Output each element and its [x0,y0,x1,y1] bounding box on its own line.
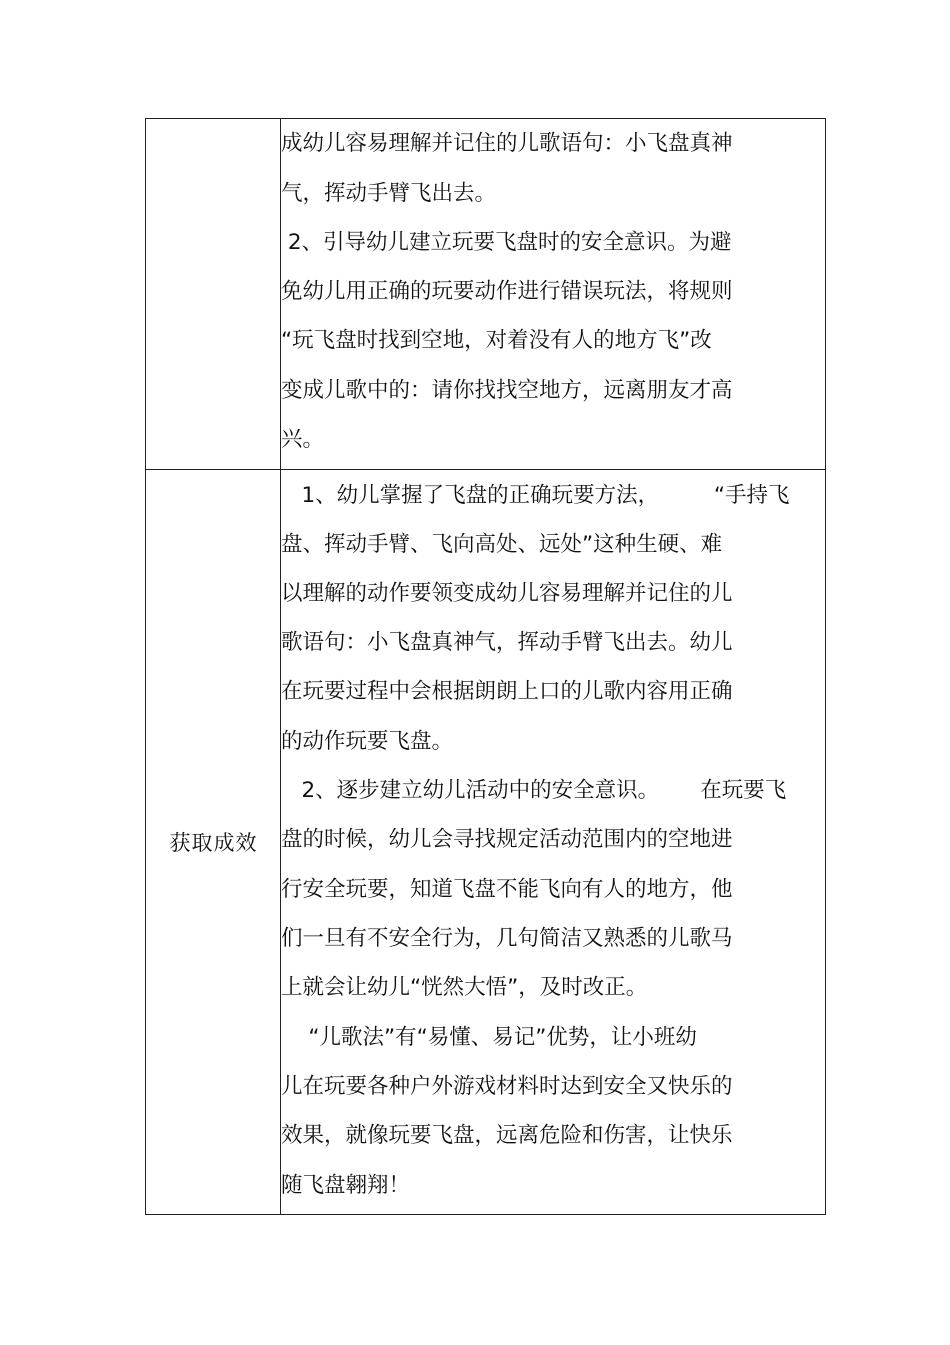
text-line: 歌语句：小飞盘真神气，挥动手臂飞出去。幼儿 [281,630,733,655]
text-line: 1、幼儿掌握了飞盘的正确玩要方法， “手持飞 [281,483,790,508]
row-content-cell [281,119,825,469]
text-line: 儿在玩要各种户外游戏材料时达到安全又快乐的 [281,1074,733,1099]
text-line: 效果，就像玩要飞盘，远离危险和伤害，让快乐 [281,1123,733,1148]
row-label: 获取成效 [169,831,258,855]
text-line: “儿歌法”有“易懂、易记”优势，让小班幼 [281,1025,697,1050]
text-line: 成幼儿容易理解并记住的儿歌语句：小飞盘真神 [281,131,733,156]
text-line: 2、引导幼儿建立玩要飞盘时的安全意识。为避 [281,230,732,255]
text-line: 上就会让幼儿“恍然大悟”，及时改正。 [281,975,648,1000]
text-line: 的动作玩要飞盘。 [281,729,454,754]
text-line: 气，挥动手臂飞出去。 [281,181,497,206]
text-line: 变成儿歌中的：请你找找空地方，远离朋友才高 [281,378,733,403]
text-line: 盘的时候，幼儿会寻找规定活动范围内的空地进 [281,827,733,852]
text-line: 免幼儿用正确的玩要动作进行错误玩法，将规则 [281,279,733,304]
text-line: 盘、挥动手臂、飞向高处、远处”这种生硬、难 [281,532,723,557]
text-line: 们一旦有不安全行为，几句简洁又熟悉的儿歌马 [281,926,733,951]
text-line: “玩飞盘时找到空地，对着没有人的地方飞”改 [281,328,712,353]
text-line: 随飞盘翱翔！ [281,1173,411,1198]
table-row [146,119,825,470]
text-line: 在玩要过程中会根据朗朗上口的儿歌内容用正确 [281,679,733,704]
row-content-cell [281,469,825,1214]
text-line: 以理解的动作要领变成幼儿容易理解并记住的儿 [281,581,733,606]
table-row [146,469,825,1214]
row-label-cell [146,119,281,469]
row-label-cell [146,469,281,1214]
text-line: 2、逐步建立幼儿活动中的安全意识。 在玩要飞 [281,778,787,803]
document-table [145,118,826,1215]
text-line: 行安全玩要，知道飞盘不能飞向有人的地方，他 [281,877,733,902]
text-line: 兴。 [281,427,325,452]
